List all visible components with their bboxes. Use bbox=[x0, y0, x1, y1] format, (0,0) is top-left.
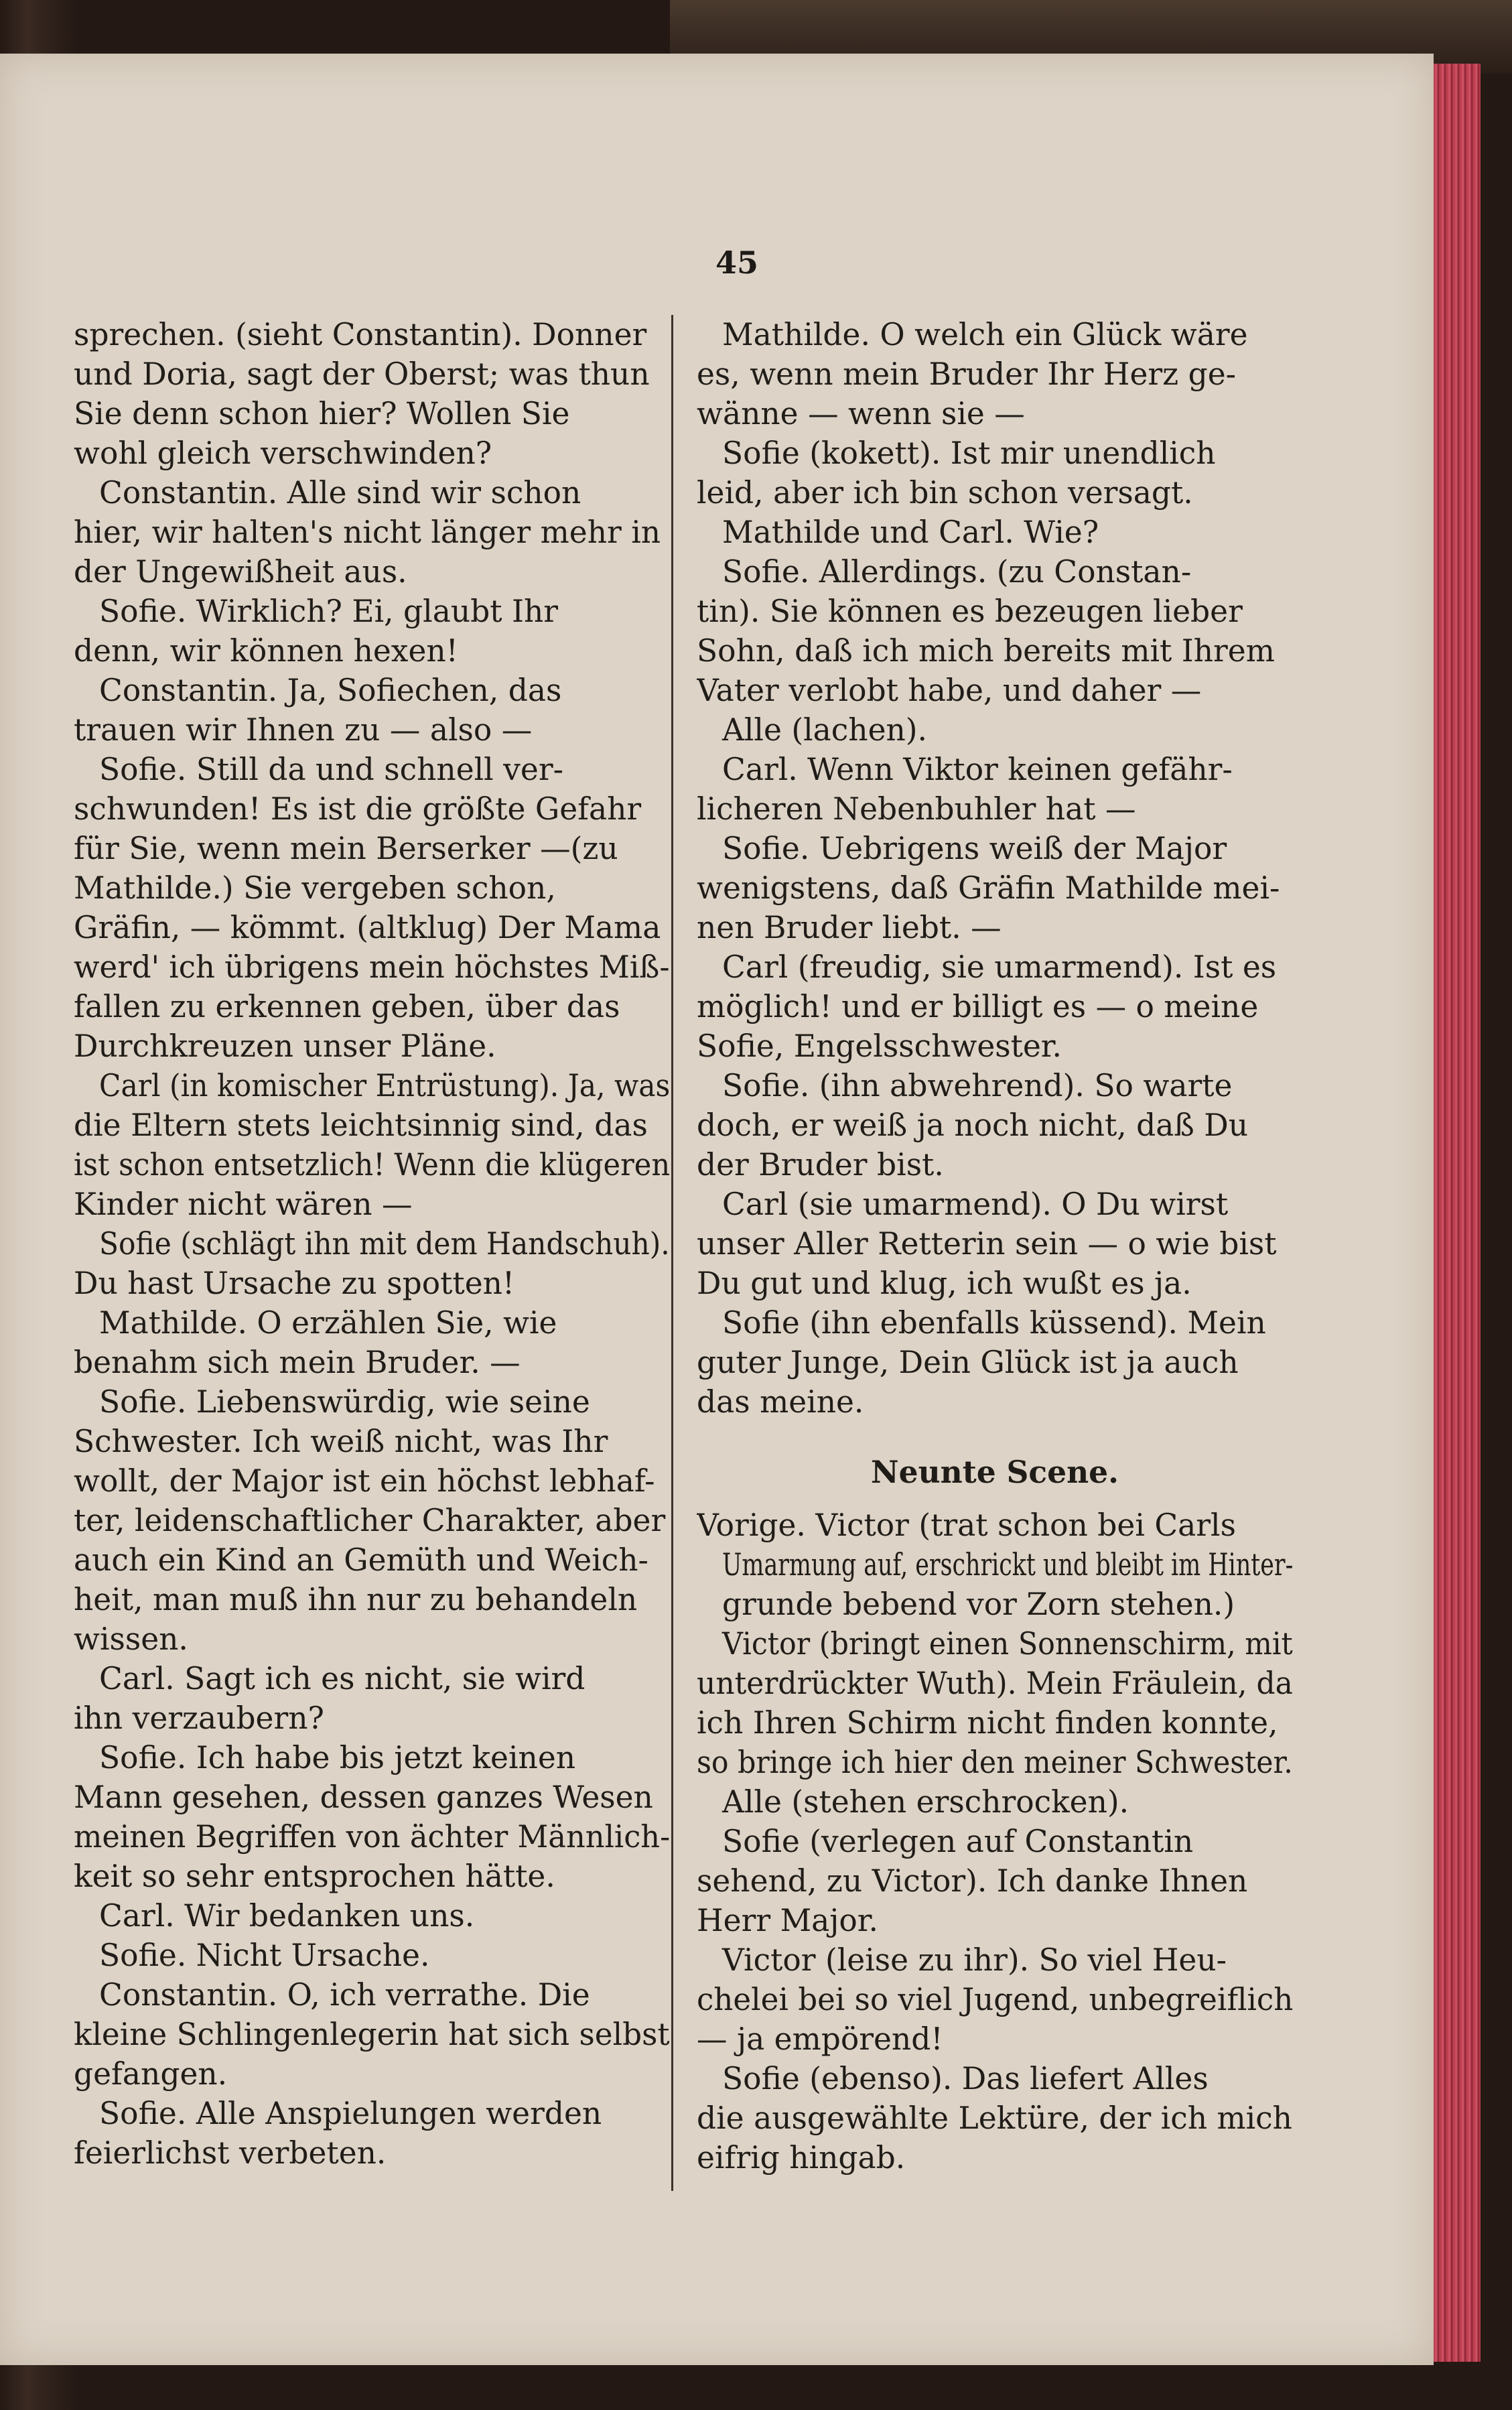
text-line: Sofie. Ich habe bis jetzt keinen bbox=[99, 1740, 576, 1776]
text-line: Carl. Sagt ich es nicht, sie wird bbox=[99, 1661, 586, 1696]
text-line: wänne — wenn sie — bbox=[697, 396, 1025, 431]
text-line: tin). Sie können es bezeugen lieber bbox=[697, 594, 1243, 629]
text-line: Alle (stehen erschrocken). bbox=[722, 1784, 1129, 1820]
text-line: Carl. Wenn Viktor keinen gefähr- bbox=[722, 752, 1233, 787]
text-line: wollt, der Major ist ein höchst lebhaf- bbox=[74, 1463, 655, 1499]
text-line: Carl (in komischer Entrüstung). Ja, was bbox=[99, 1068, 670, 1103]
right-column-scene-text bbox=[697, 1505, 1293, 2178]
text-line: Sie denn schon hier? Wollen Sie bbox=[74, 396, 570, 431]
text-line: Sofie. Wirklich? Ei, glaubt Ihr bbox=[99, 594, 559, 629]
text-line: wissen. bbox=[74, 1621, 188, 1657]
text-line: Sofie. Nicht Ursache. bbox=[99, 1938, 430, 1973]
text-line: Durchkreuzen unser Pläne. bbox=[74, 1028, 496, 1064]
text-line: ter, leidenschaftlicher Charakter, aber bbox=[74, 1503, 666, 1538]
text-line: Sofie. Still da und schnell ver- bbox=[99, 752, 563, 787]
text-line: doch, er weiß ja noch nicht, daß Du bbox=[697, 1108, 1249, 1143]
page-edges bbox=[1434, 64, 1481, 2362]
text-line: keit so sehr entsprochen hätte. bbox=[74, 1859, 555, 1894]
text-line: feierlichst verbeten. bbox=[74, 2135, 387, 2171]
text-line: Constantin. Ja, Sofiechen, das bbox=[99, 673, 562, 708]
text-line: ich Ihren Schirm nicht finden konnte, bbox=[697, 1705, 1278, 1741]
text-line: heit, man muß ihn nur zu behandeln bbox=[74, 1582, 638, 1617]
text-line: der Bruder bist. bbox=[697, 1147, 944, 1183]
text-line: nen Bruder liebt. — bbox=[697, 910, 1002, 945]
text-line: das meine. bbox=[697, 1384, 864, 1420]
text-line: chelei bei so viel Jugend, unbegreiflich bbox=[697, 1982, 1293, 2017]
text-line: Constantin. Alle sind wir schon bbox=[99, 475, 581, 511]
text-line: ihn verzaubern? bbox=[74, 1700, 324, 1736]
text-line: licheren Nebenbuhler hat — bbox=[697, 791, 1136, 827]
right-column-dialogue bbox=[697, 315, 1293, 1422]
text-line: sprechen. (sieht Constantin). Donner bbox=[74, 317, 647, 352]
text-line: für Sie, wenn mein Berserker —(zu bbox=[74, 831, 618, 866]
text-line: Sofie. Alle Anspielungen werden bbox=[99, 2096, 602, 2131]
text-line: unser Aller Retterin sein — o wie bist bbox=[697, 1226, 1277, 1262]
text-line: Sofie (kokett). Ist mir unendlich bbox=[722, 436, 1216, 471]
text-line: Umarmung auf, erschrickt und bleibt im Hinter- bbox=[722, 1547, 1293, 1583]
text-line: Sofie. Allerdings. (zu Constan- bbox=[722, 554, 1192, 590]
text-line: Alle (lachen). bbox=[722, 712, 928, 748]
text-line: Kinder nicht wären — bbox=[74, 1187, 413, 1222]
text-line: Victor (bringt einen Sonnenschirm, mit bbox=[722, 1626, 1293, 1662]
text-line: auch ein Kind an Gemüth und Weich- bbox=[74, 1542, 648, 1578]
text-line: Carl (sie umarmend). O Du wirst bbox=[722, 1187, 1229, 1222]
text-line: Schwester. Ich weiß nicht, was Ihr bbox=[74, 1424, 608, 1459]
text-line: die Eltern stets leichtsinnig sind, das bbox=[74, 1108, 648, 1143]
text-line: Vorige. Victor (trat schon bei Carls bbox=[697, 1508, 1236, 1543]
text-line: grunde bebend vor Zorn stehen.) bbox=[722, 1587, 1235, 1622]
text-line: Sofie (ihn ebenfalls küssend). Mein bbox=[722, 1305, 1266, 1341]
text-line: Mathilde und Carl. Wie? bbox=[722, 515, 1099, 550]
text-line: Du gut und klug, ich wußt es ja. bbox=[697, 1266, 1192, 1301]
text-line: die ausgewählte Lektüre, der ich mich bbox=[697, 2100, 1292, 2136]
text-line: denn, wir können hexen! bbox=[74, 633, 458, 669]
text-line: es, wenn mein Bruder Ihr Herz ge- bbox=[697, 356, 1237, 392]
text-line: kleine Schlingenlegerin hat sich selbst bbox=[74, 2017, 670, 2052]
text-line: Sofie (schlägt ihn mit dem Handschuh). bbox=[99, 1226, 670, 1262]
text-line: Carl. Wir bedanken uns. bbox=[99, 1898, 475, 1934]
text-line: der Ungewißheit aus. bbox=[74, 554, 407, 590]
text-line: wohl gleich verschwinden? bbox=[74, 436, 492, 471]
text-line: Gräfin, — kömmt. (altklug) Der Mama bbox=[74, 910, 661, 945]
text-line: trauen wir Ihnen zu — also — bbox=[74, 712, 533, 748]
text-line: meinen Begriffen von ächter Männlich- bbox=[74, 1819, 670, 1855]
text-line: Sofie (ebenso). Das liefert Alles bbox=[722, 2061, 1209, 2096]
text-line: leid, aber ich bin schon versagt. bbox=[697, 475, 1193, 511]
text-line: Carl (freudig, sie umarmend). Ist es bbox=[722, 949, 1277, 985]
text-line: schwunden! Es ist die größte Gefahr bbox=[74, 791, 642, 827]
text-line: Sofie. (ihn abwehrend). So warte bbox=[722, 1068, 1233, 1103]
text-line: fallen zu erkennen geben, über das bbox=[74, 989, 620, 1024]
text-line: Herr Major. bbox=[697, 1903, 879, 1938]
text-line: Mathilde.) Sie vergeben schon, bbox=[74, 870, 556, 906]
scene-heading: Neunte Scene. bbox=[871, 1454, 1119, 1490]
text-line: Mathilde. O welch ein Glück wäre bbox=[722, 317, 1248, 352]
text-line: Sofie. Uebrigens weiß der Major bbox=[722, 831, 1227, 866]
text-line: möglich! und er billigt es — o meine bbox=[697, 989, 1259, 1024]
text-line: benahm sich mein Bruder. — bbox=[74, 1345, 521, 1380]
text-line: gefangen. bbox=[74, 2056, 228, 2092]
text-line: Du hast Ursache zu spotten! bbox=[74, 1266, 515, 1301]
text-line: Sofie, Engelsschwester. bbox=[697, 1028, 1062, 1064]
text-line: wenigstens, daß Gräfin Mathilde mei- bbox=[697, 870, 1280, 906]
text-line: Sohn, daß ich mich bereits mit Ihrem bbox=[697, 633, 1275, 669]
text-line: unterdrückter Wuth). Mein Fräulein, da bbox=[697, 1666, 1293, 1701]
right-column bbox=[697, 315, 1293, 2178]
text-line: und Doria, sagt der Oberst; was thun bbox=[74, 356, 650, 392]
text-line: Constantin. O, ich verrathe. Die bbox=[99, 1977, 590, 2013]
text-line: sehend, zu Victor). Ich danke Ihnen bbox=[697, 1863, 1248, 1899]
text-line: guter Junge, Dein Glück ist ja auch bbox=[697, 1345, 1239, 1380]
text-line: Sofie (verlegen auf Constantin bbox=[722, 1824, 1194, 1859]
column-divider bbox=[671, 315, 673, 2191]
text-line: Victor (leise zu ihr). So viel Heu- bbox=[722, 1942, 1227, 1978]
text-line: Vater verlobt habe, und daher — bbox=[697, 673, 1202, 708]
text-line: so bringe ich hier den meiner Schwester. bbox=[697, 1745, 1293, 1780]
text-line: — ja empörend! bbox=[697, 2021, 943, 2057]
left-column bbox=[74, 315, 670, 2173]
text-line: Mann gesehen, dessen ganzes Wesen bbox=[74, 1780, 653, 1815]
text-line: eifrig hingab. bbox=[697, 2140, 906, 2175]
text-line: Mathilde. O erzählen Sie, wie bbox=[99, 1305, 557, 1341]
text-line: hier, wir halten's nicht länger mehr in bbox=[74, 515, 661, 550]
page-number: 45 bbox=[715, 245, 758, 281]
text-line: ist schon entsetzlich! Wenn die klügeren bbox=[74, 1147, 670, 1183]
text-line: Sofie. Liebenswürdig, wie seine bbox=[99, 1384, 590, 1420]
text-line: werd' ich übrigens mein höchstes Miß- bbox=[74, 949, 670, 985]
